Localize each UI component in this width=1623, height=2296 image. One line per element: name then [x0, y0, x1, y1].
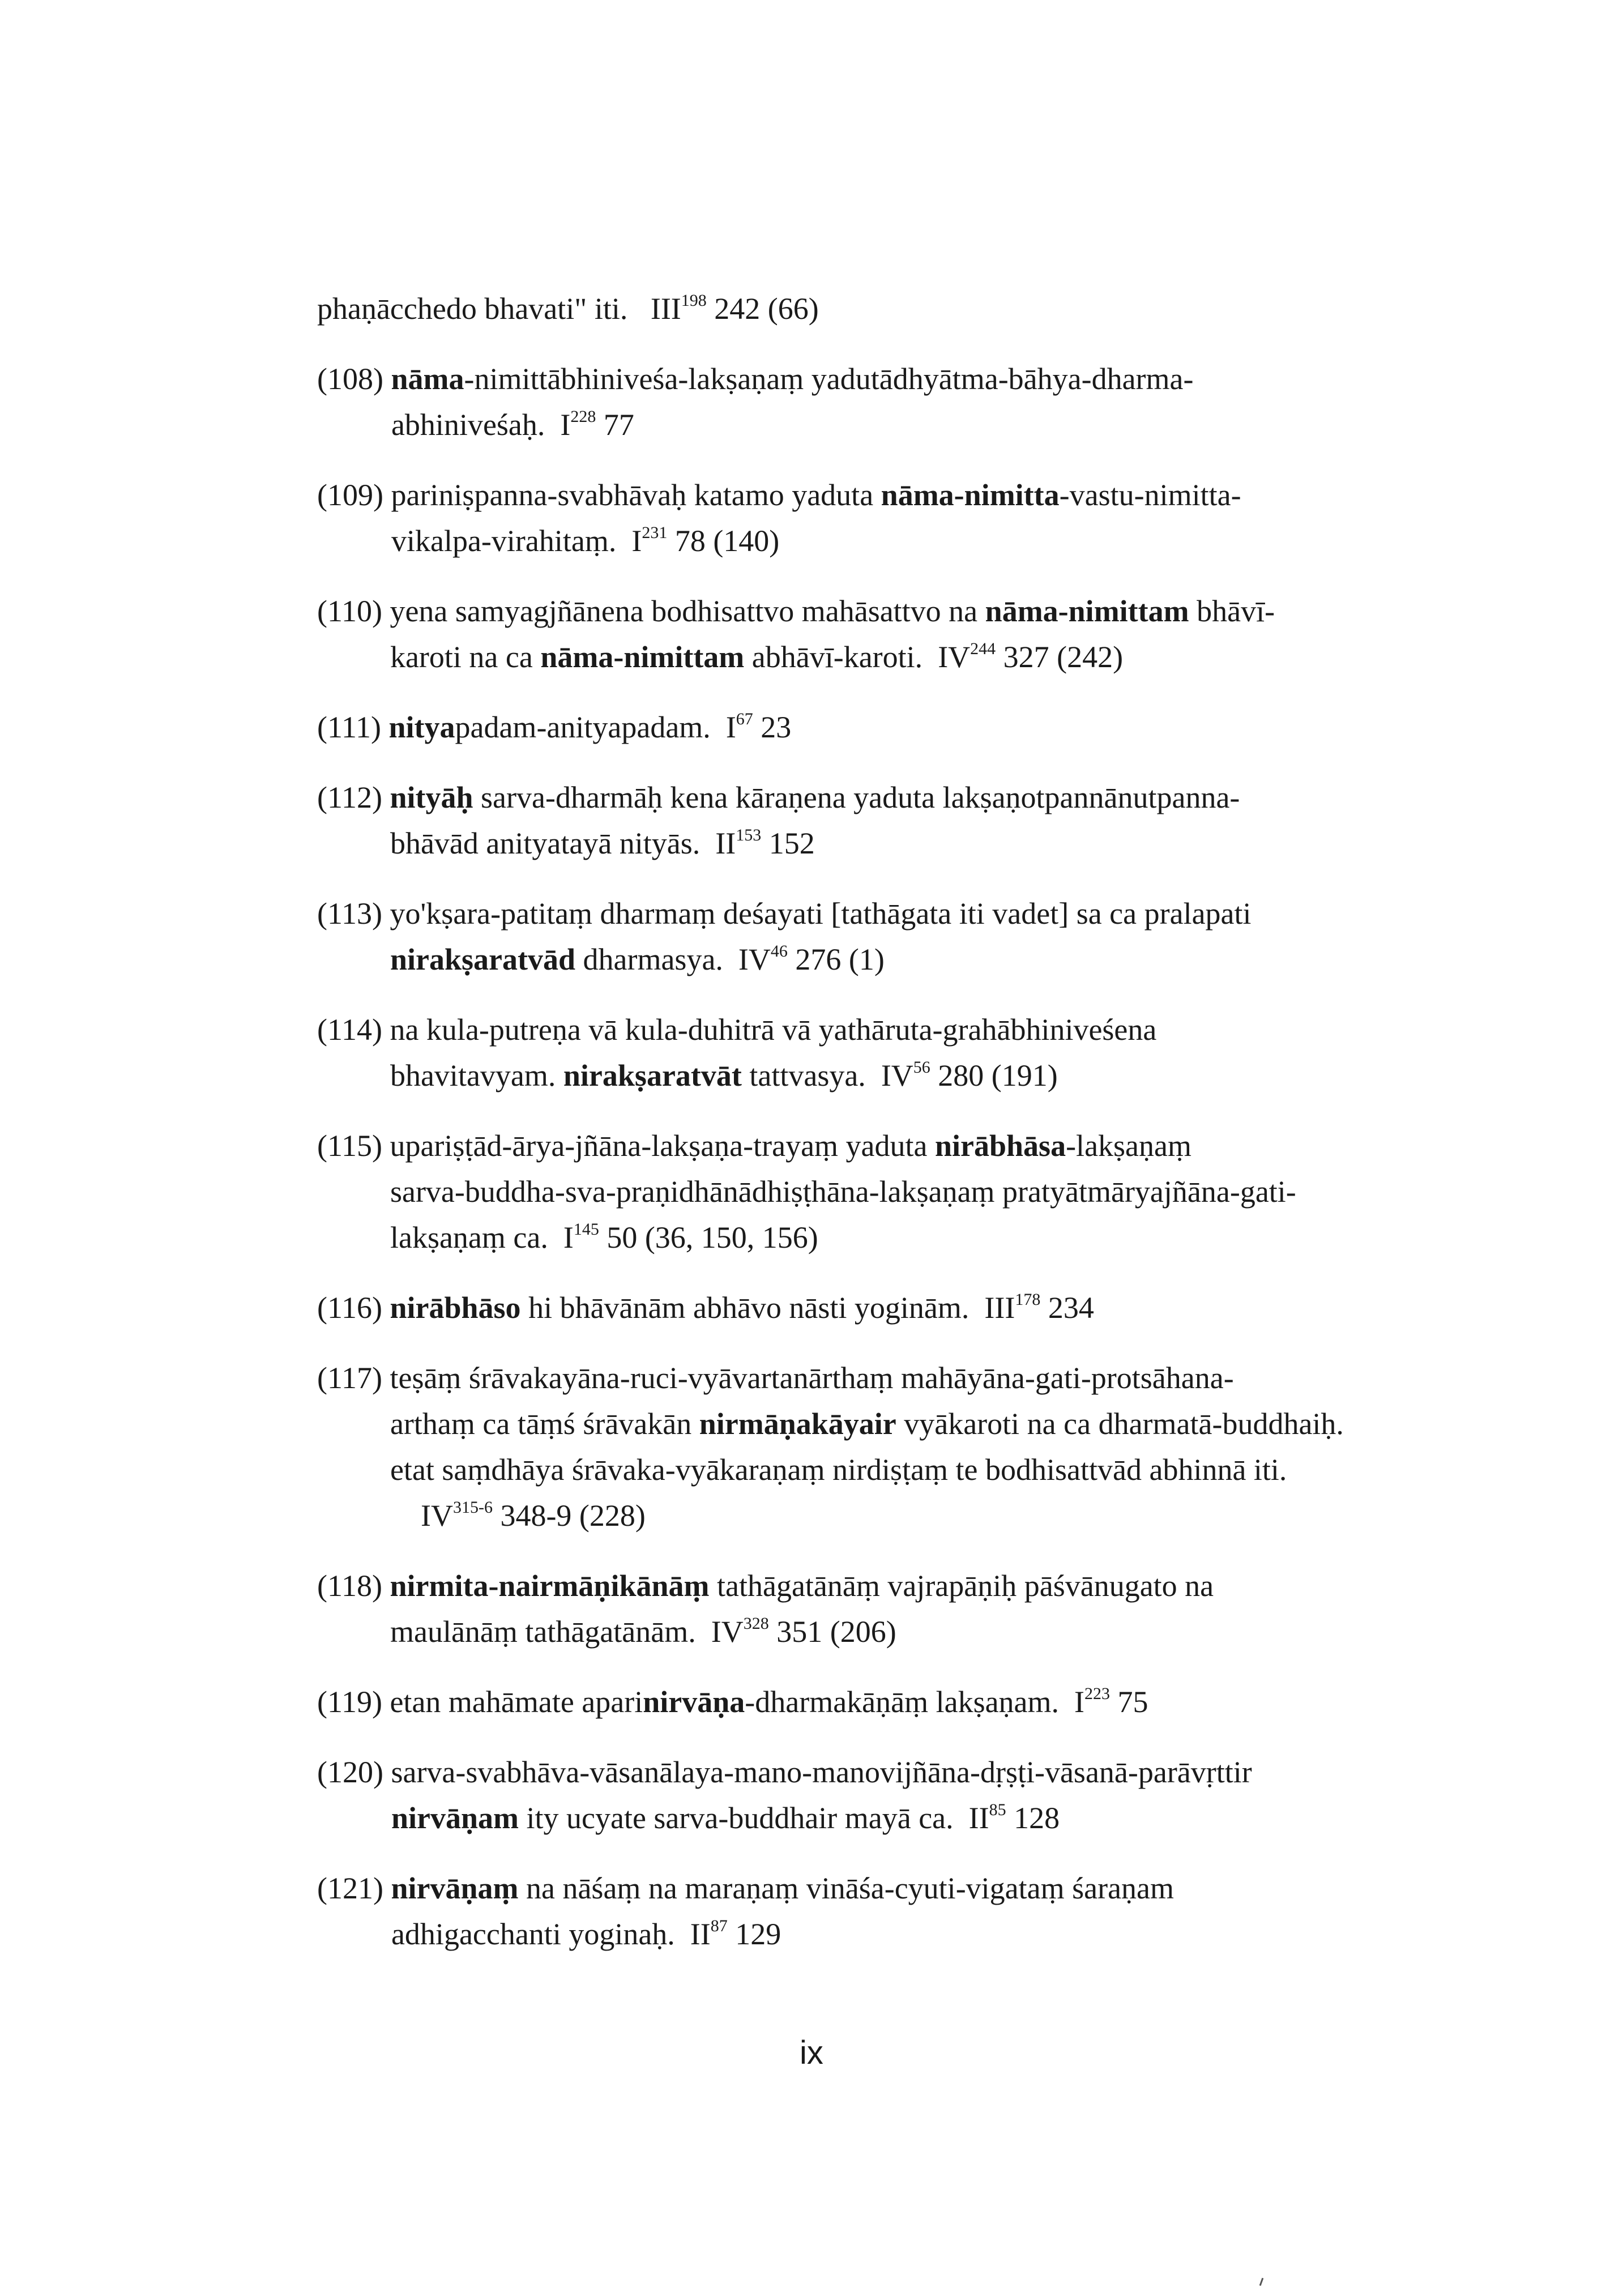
entry-reference: $I^{223}$ 75: [1074, 1684, 1148, 1719]
entry-text: karoti na ca: [390, 640, 541, 674]
entry-number: (109): [317, 478, 383, 512]
keyword: nirvāṇa: [643, 1685, 745, 1719]
entry-reference: $I^{231}$ 78 (140): [631, 523, 780, 558]
entry-number: (112): [317, 780, 382, 814]
entry-reference: II$^{153}$ 152: [715, 826, 815, 860]
entry-text: etat saṃdhāya śrāvaka-vyākaraṇaṃ nirdiṣṭaṃ te bodhisattvād abhinnā iti.: [390, 1453, 1287, 1487]
entry-number: (116): [317, 1291, 382, 1325]
entry-text: tathāgatānāṃ vajrapāṇiḥ pāśvānugato na: [709, 1569, 1214, 1603]
entry-text: arthaṃ ca tāṃś śrāvakān: [390, 1407, 699, 1441]
entry-119: [317, 1679, 1393, 1725]
page-number: ix: [800, 2034, 823, 2071]
entry-text: -nimittābhiniveśa-lakṣaṇaṃ yadutādhyātma-bāhya-dharma-: [464, 362, 1194, 396]
entry-reference: III$^{178}$ 234: [984, 1290, 1094, 1325]
entry-text: adhigacchanti yoginaḥ.: [391, 1917, 675, 1951]
entry-text: bhāvād anityatayā nityās.: [390, 826, 701, 860]
entry-number: (121): [317, 1871, 383, 1905]
entry-text: hi bhāvānām abhāvo nāsti yoginām.: [520, 1291, 969, 1325]
entry-text: phaṇācchedo bhavati" iti.: [317, 292, 628, 326]
scan-speck: [1259, 2278, 1264, 2286]
entry-number: (119): [317, 1685, 382, 1719]
entry-text: bhāvī-: [1189, 594, 1275, 628]
entry-text: abhāvī-karoti.: [744, 640, 923, 674]
entry-text: bhavitavyam.: [390, 1059, 563, 1092]
entry-reference: IV$^{46}$ 276 (1): [738, 942, 885, 976]
entry-reference: IV$^{315-6}$ 348-9 (228): [420, 1498, 646, 1533]
entry-text: yena samyagjñānena bodhisattvo mahāsattvo na: [390, 594, 985, 628]
entry-reference: II$^{87}$ 129: [690, 1917, 781, 1951]
entry-reference: IV$^{244}$ 327 (242): [938, 639, 1124, 674]
entry-text: sarva-svabhāva-vāsanālaya-mano-manovijñāna-dṛṣṭi-vāsanā-parāvṛttir: [391, 1755, 1252, 1789]
entry-113: [317, 891, 1393, 983]
entry-text: teṣāṃ śrāvakayāna-ruci-vyāvartanārthaṃ mahāyāna-gati-protsāhana-: [390, 1361, 1234, 1395]
entry-reference: IV$^{328}$ 351 (206): [711, 1614, 896, 1649]
keyword: nirmita-nairmāṇikānāṃ: [390, 1569, 710, 1603]
entry-number: (111): [317, 710, 381, 744]
keyword: nirmāṇakāyair: [699, 1407, 896, 1441]
entry-reference: $I^{145}$ 50 (36, 150, 156): [563, 1220, 818, 1254]
entry-108: [317, 356, 1393, 448]
entry-text: ity ucyate sarva-buddhair mayā ca.: [519, 1801, 954, 1835]
keyword: nāma-nimitta: [881, 478, 1060, 512]
entry-number: (120): [317, 1755, 383, 1789]
entry-number: (117): [317, 1361, 382, 1395]
keyword: nirakṣaratvād: [390, 942, 576, 976]
entry-reference: II$^{85}$ 128: [968, 1800, 1060, 1835]
keyword: nityāḥ: [390, 780, 473, 814]
entry-text: na nāśaṃ na maraṇaṃ vināśa-cyuti-vigataṃ śaraṇam: [518, 1871, 1174, 1905]
entry-text: tattvasya.: [741, 1059, 866, 1092]
entry-reference: $I^{228}$ 77: [560, 407, 634, 442]
entry-116: [317, 1285, 1393, 1331]
entry-110: [317, 588, 1393, 680]
entry-number: (113): [317, 897, 382, 931]
keyword: nirakṣaratvāt: [563, 1059, 742, 1092]
entry-text: yo'kṣara-patitaṃ dharmaṃ deśayati [tathāgata iti vadet] sa ca pralapati: [390, 897, 1252, 931]
keyword: nāma-nimittam: [540, 640, 745, 674]
entry-117: [317, 1355, 1393, 1539]
entry-text: padam-anityapadam.: [455, 710, 711, 744]
keyword: nitya: [388, 710, 455, 744]
keyword: nirvāṇaṃ: [391, 1871, 519, 1905]
entry-text: etan mahāmate apari: [390, 1685, 643, 1719]
entry-text: vikalpa-virahitaṃ.: [391, 524, 617, 558]
keyword: nirvāṇam: [391, 1801, 519, 1835]
entry-text: pariniṣpanna-svabhāvaḥ katamo yaduta: [391, 478, 881, 512]
continued-entry: [317, 286, 1393, 332]
entry-text: vyākaroti na ca dharmatā-buddhaiḥ.: [896, 1407, 1344, 1441]
entry-number: (115): [317, 1129, 382, 1163]
keyword: nāma-nimittam: [985, 594, 1189, 628]
entry-number: (110): [317, 594, 382, 628]
entry-118: [317, 1563, 1393, 1655]
entry-reference: $I^{67}$ 23: [725, 710, 792, 744]
entry-text: upariṣṭād-ārya-jñāna-lakṣaṇa-trayaṃ yaduta: [390, 1129, 935, 1163]
keyword: nirābhāso: [390, 1291, 521, 1325]
entry-109: [317, 472, 1393, 564]
entry-text: -lakṣaṇaṃ: [1066, 1129, 1191, 1163]
entry-text: -vastu-nimitta-: [1059, 478, 1241, 512]
entry-text: sarva-dharmāḥ kena kāraṇena yaduta lakṣaṇotpannānutpanna-: [473, 780, 1240, 814]
entry-text: lakṣaṇaṃ ca.: [390, 1220, 548, 1254]
entry-number: (118): [317, 1569, 382, 1603]
entry-121: [317, 1866, 1393, 1957]
entry-number: (108): [317, 362, 383, 396]
entry-number: (114): [317, 1013, 382, 1047]
entry-text: -dharmakāṇāṃ lakṣaṇam.: [745, 1685, 1060, 1719]
entry-115: [317, 1123, 1393, 1261]
entry-112: [317, 775, 1393, 867]
entry-text: dharmasya.: [575, 942, 723, 976]
keyword: nāma: [391, 362, 464, 396]
entry-111: [317, 705, 1393, 750]
entry-list: [317, 286, 1393, 1957]
entry-text: na kula-putreṇa vā kula-duhitrā vā yathāruta-grahābhiniveśena: [390, 1013, 1157, 1047]
entry-text: sarva-buddha-sva-praṇidhānādhiṣṭhāna-lakṣaṇaṃ pratyātmāryajñāna-gati-: [390, 1175, 1296, 1209]
entry-reference: IV$^{56}$ 280 (191): [881, 1058, 1058, 1092]
entry-114: [317, 1007, 1393, 1099]
entry-reference: III$^{198}$ 242 (66): [650, 291, 819, 326]
entry-text: abhiniveśaḥ.: [391, 408, 545, 442]
entry-120: [317, 1749, 1393, 1841]
keyword: nirābhāsa: [934, 1129, 1066, 1163]
entry-text: maulānāṃ tathāgatānām.: [390, 1615, 696, 1649]
